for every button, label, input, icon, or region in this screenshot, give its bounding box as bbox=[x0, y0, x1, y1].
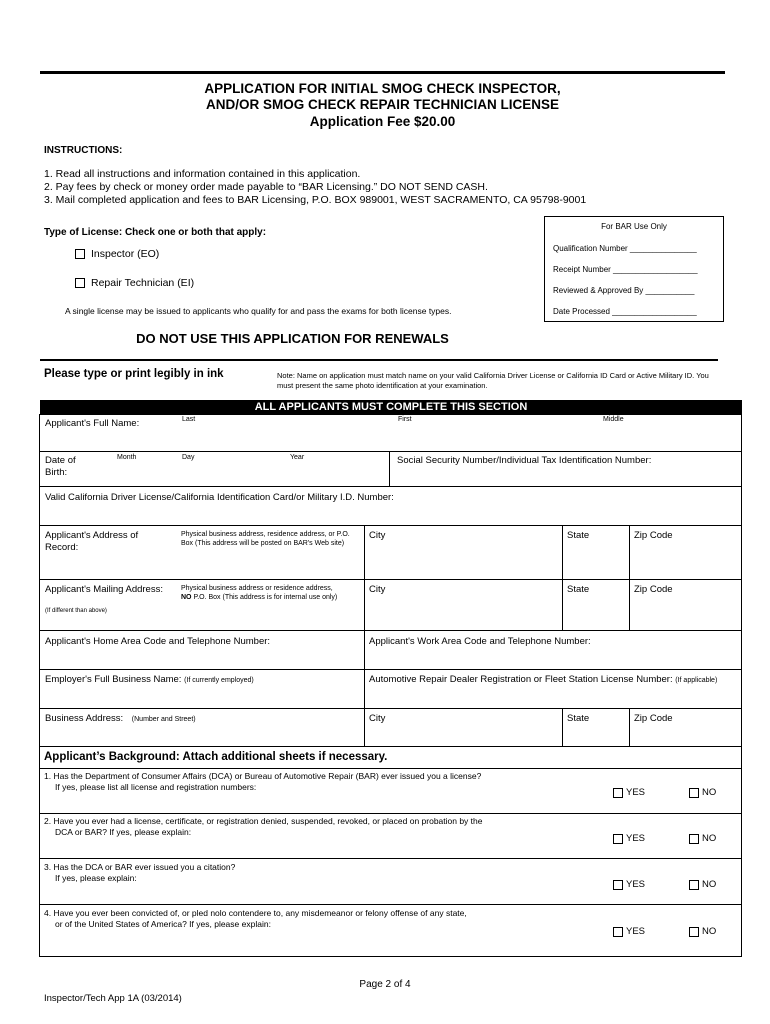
mailing-address-label: Applicant's Mailing Address: bbox=[45, 584, 163, 595]
col-divider bbox=[629, 708, 630, 746]
receipt-number-field: Receipt Number ___________________ bbox=[553, 265, 698, 274]
address-of-record-label: Applicant's Address of Record: bbox=[45, 530, 139, 553]
q2-no-label: NO bbox=[702, 833, 717, 844]
form-title-line2: AND/OR SMOG CHECK REPAIR TECHNICIAN LICENSE bbox=[205, 97, 560, 112]
q2-yes-checkbox[interactable] bbox=[613, 834, 623, 844]
row-divider bbox=[39, 858, 742, 859]
driver-license-field[interactable]: Valid California Driver License/California Identification Card/or Military I.D. Number: bbox=[45, 492, 394, 503]
record-zip-field[interactable]: Zip Code bbox=[634, 530, 673, 541]
instruction-2: 2. Pay fees by check or money order made payable to “BAR Licensing.” DO NOT SEND CASH. bbox=[44, 181, 488, 193]
question-1-line1: 1. Has the Department of Consumer Affairs (DCA) or Bureau of Automotive Repair (BAR) ever issued you a license? bbox=[44, 771, 482, 781]
instruction-3: 3. Mail completed application and fees to BAR Licensing, P.O. BOX 989001, WEST SACRAMENTO, CA 95798-9001 bbox=[44, 194, 587, 206]
q4-no-checkbox[interactable] bbox=[689, 927, 699, 937]
employer-name-field[interactable] bbox=[45, 674, 254, 687]
row-divider bbox=[39, 525, 742, 526]
q4-yes-label: YES bbox=[626, 926, 646, 937]
repair-technician-option[interactable] bbox=[75, 277, 194, 289]
middle-name-field[interactable]: Middle bbox=[603, 416, 624, 423]
full-name-label: Applicant's Full Name: bbox=[45, 418, 140, 429]
q4-yes-option[interactable] bbox=[613, 926, 645, 937]
q1-yes-checkbox[interactable] bbox=[613, 788, 623, 798]
question-4 bbox=[44, 908, 467, 930]
q3-yes-checkbox[interactable] bbox=[613, 880, 623, 890]
row-divider bbox=[39, 813, 742, 814]
q4-no-option[interactable] bbox=[689, 926, 716, 937]
row-divider bbox=[39, 746, 742, 747]
business-zip-field[interactable]: Zip Code bbox=[634, 713, 673, 724]
row-divider bbox=[39, 451, 742, 452]
row-divider bbox=[39, 630, 742, 631]
dob-label: Date of Birth: bbox=[45, 455, 76, 478]
inspector-label: Inspector (EO) bbox=[91, 248, 160, 260]
business-address-label: Business Address: bbox=[45, 713, 124, 724]
question-1 bbox=[44, 771, 481, 793]
date-processed-field: Date Processed ___________________ bbox=[553, 307, 697, 316]
mailing-zip-field[interactable]: Zip Code bbox=[634, 584, 673, 595]
q2-no-checkbox[interactable] bbox=[689, 834, 699, 844]
mailing-address-sub: (If different than above) bbox=[45, 608, 107, 614]
top-rule bbox=[40, 71, 725, 74]
renewal-warning: DO NOT USE THIS APPLICATION FOR RENEWALS bbox=[136, 331, 449, 346]
mailing-note-rest: P.O. Box (This address is for internal use only) bbox=[191, 593, 338, 601]
first-name-field[interactable]: First bbox=[398, 416, 412, 423]
q1-no-option[interactable] bbox=[689, 787, 716, 798]
mailing-note-no: NO bbox=[181, 593, 192, 601]
q1-yes-option[interactable] bbox=[613, 787, 645, 798]
mailing-note-line2 bbox=[181, 594, 361, 603]
instructions-heading: INSTRUCTIONS: bbox=[44, 145, 123, 156]
record-state-field[interactable]: State bbox=[567, 530, 590, 541]
q1-no-checkbox[interactable] bbox=[689, 788, 699, 798]
question-2 bbox=[44, 816, 483, 838]
instruction-1: 1. Read all instructions and information contained in this application. bbox=[44, 168, 361, 180]
row-divider bbox=[39, 669, 742, 670]
q2-no-option[interactable] bbox=[689, 833, 716, 844]
question-4-line2: or of the United States of America? If yes, please explain: bbox=[55, 919, 271, 929]
ard-number-field[interactable] bbox=[369, 674, 739, 687]
col-divider bbox=[389, 451, 390, 486]
page-number: Page 2 of 4 bbox=[359, 979, 411, 990]
section-title-bar: ALL APPLICANTS MUST COMPLETE THIS SECTION bbox=[40, 400, 742, 414]
question-4-line1: 4. Have you ever been convicted of, or pled nolo contendere to, any misdemeanor or felony offense of any state, bbox=[44, 908, 467, 918]
form-identifier: Inspector/Tech App 1A (03/2014) bbox=[44, 993, 182, 1004]
col-divider bbox=[562, 708, 563, 746]
question-2-line2: DCA or BAR? If yes, please explain: bbox=[55, 827, 192, 837]
q4-no-label: NO bbox=[702, 926, 717, 937]
bar-use-heading: For BAR Use Only bbox=[601, 222, 667, 231]
col-divider bbox=[629, 525, 630, 630]
inspector-checkbox[interactable] bbox=[75, 249, 85, 259]
address-of-record-note: Physical business address, residence address, or P.O. Box (This address will be posted on BAR's Web site) bbox=[181, 531, 350, 547]
row-divider bbox=[39, 579, 742, 580]
background-heading: Applicant’s Background: Attach additional sheets if necessary. bbox=[44, 751, 388, 763]
question-3-line1: 3. Has the DCA or BAR ever issued you a citation? bbox=[44, 862, 236, 872]
employer-label: Employer's Full Business Name: bbox=[45, 674, 182, 685]
last-name-field[interactable]: Last bbox=[182, 416, 196, 423]
q3-no-checkbox[interactable] bbox=[689, 880, 699, 890]
ard-sub: (If applicable) bbox=[675, 677, 718, 684]
q1-yes-label: YES bbox=[626, 787, 646, 798]
dob-year-field[interactable]: Year bbox=[290, 454, 305, 461]
q1-no-label: NO bbox=[702, 787, 717, 798]
row-divider bbox=[39, 768, 742, 769]
qualification-number-field: Qualification Number _______________ bbox=[553, 244, 697, 253]
inspector-option[interactable] bbox=[75, 248, 159, 260]
q4-yes-checkbox[interactable] bbox=[613, 927, 623, 937]
ard-label: Automotive Repair Dealer Registration or Fleet Station License Number: bbox=[369, 674, 673, 685]
print-instruction: Please type or print legibly in ink bbox=[44, 368, 224, 380]
mailing-note-line1: Physical business address or residence address, bbox=[181, 585, 333, 592]
home-phone-field[interactable]: Applicant's Home Area Code and Telephone Number: bbox=[45, 636, 271, 647]
business-city-field[interactable]: City bbox=[369, 713, 386, 724]
question-2-line1: 2. Have you ever had a license, certificate, or registration denied, suspended, revoked, or placed on probation by the bbox=[44, 816, 483, 826]
single-license-note: A single license may be issued to applicants who qualify for and pass the exams for both license types. bbox=[65, 306, 452, 316]
business-address-sub: (Number and Street) bbox=[131, 716, 196, 723]
question-3-line2: If yes, please explain: bbox=[55, 873, 137, 883]
middle-rule bbox=[40, 359, 718, 361]
row-divider bbox=[39, 486, 742, 487]
q3-yes-option[interactable] bbox=[613, 879, 645, 890]
application-fee: Application Fee $20.00 bbox=[309, 114, 456, 129]
license-type-heading: Type of License: Check one or both that apply: bbox=[44, 227, 267, 238]
form-title-line1: APPLICATION FOR INITIAL SMOG CHECK INSPECTOR, bbox=[204, 81, 561, 96]
q3-no-option[interactable] bbox=[689, 879, 716, 890]
col-divider bbox=[562, 525, 563, 630]
q2-yes-option[interactable] bbox=[613, 833, 645, 844]
mailing-address-note bbox=[181, 585, 361, 602]
repair-technician-label: Repair Technician (EI) bbox=[91, 277, 195, 289]
row-divider bbox=[39, 904, 742, 905]
business-state-field[interactable]: State bbox=[567, 713, 590, 724]
business-address-field[interactable] bbox=[45, 713, 196, 726]
q3-no-label: NO bbox=[702, 879, 717, 890]
ssn-field[interactable]: Social Security Number/Individual Tax Identification Number: bbox=[397, 455, 652, 466]
col-divider bbox=[364, 525, 365, 746]
record-city-field[interactable]: City bbox=[369, 530, 386, 541]
repair-technician-checkbox[interactable] bbox=[75, 278, 85, 288]
q3-yes-label: YES bbox=[626, 879, 646, 890]
work-phone-field[interactable]: Applicant's Work Area Code and Telephone Number: bbox=[369, 636, 591, 647]
reviewed-approved-field: Reviewed & Approved By ___________ bbox=[553, 286, 695, 295]
employer-sub: (If currently employed) bbox=[184, 677, 254, 684]
q2-yes-label: YES bbox=[626, 833, 646, 844]
mailing-city-field[interactable]: City bbox=[369, 584, 386, 595]
mailing-state-field[interactable]: State bbox=[567, 584, 590, 595]
dob-day-field[interactable]: Day bbox=[182, 454, 195, 461]
row-divider bbox=[39, 708, 742, 709]
dob-month-field[interactable]: Month bbox=[117, 454, 137, 461]
question-3 bbox=[44, 862, 235, 884]
bar-use-only-box bbox=[544, 216, 724, 322]
id-note: Note: Name on application must match name on your valid California Driver License or California ID Card or Active Military ID. You must present the same photo identification at your examination. bbox=[277, 371, 709, 390]
question-1-line2: If yes, please list all license and registration numbers: bbox=[55, 782, 257, 792]
